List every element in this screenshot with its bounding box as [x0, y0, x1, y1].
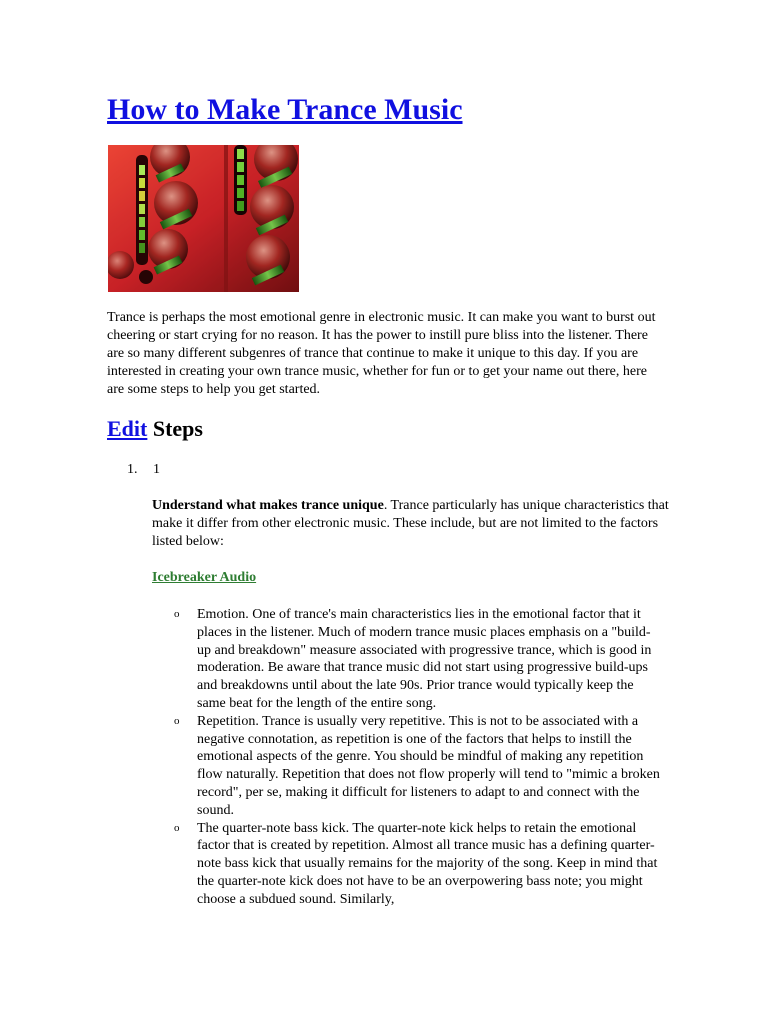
step-1-digit: 1 — [153, 462, 160, 477]
step-1-lead: Understand what makes trance unique — [152, 498, 384, 513]
bullet-icon: o — [174, 608, 180, 620]
trance-factors-list — [173, 606, 663, 909]
article-title-link[interactable]: How to Make Trance Music — [107, 93, 463, 126]
list-item — [173, 713, 663, 820]
mixer-illustration — [108, 145, 299, 292]
icebreaker-audio-link[interactable]: Icebreaker Audio — [152, 570, 257, 585]
step-1-number — [127, 461, 160, 479]
bullet-icon: o — [174, 821, 180, 834]
step-1-list-marker: 1. — [127, 462, 138, 477]
steps-heading-label: Steps — [152, 416, 203, 441]
step-1-text — [152, 497, 672, 551]
list-item — [173, 606, 663, 713]
factor-repetition: Repetition. Trance is usually very repetitive. This is not to be associated with a negative connotation, as repetition is one of the factors that helps to instill the emotional aspects of the genre. You should be mindful of making any repetition flow naturally. Repetition that does not flow properly will tend to "mimic a broken record", per se, making it difficult for listeners to adapt to and connect with the sound. — [197, 713, 660, 818]
factor-bass-kick: The quarter-note bass kick. The quarter-note kick helps to retain the emotional factor that is created by repetition. Almost all trance music has a defining quarter-note bass kick that usually remains for the majority of the song. Keep in mind that the quarter-note kick does not have to be an overpowering bass note; you might choose a subdued sound. Similarly, — [197, 820, 658, 907]
intro-paragraph: Trance is perhaps the most emotional genre in electronic music. It can make you want to burst out cheering or start crying for no reason. It has the power to instill pure bliss into the listener. There are so many different subgenres of trance that continue to make it unique to this day. If you are interested in creating your own trance music, whether for fun or to get your name out there, here are some steps to help you get started. — [107, 310, 656, 397]
list-item — [173, 820, 663, 909]
steps-heading — [107, 413, 203, 445]
bullet-icon: o — [174, 714, 180, 727]
article-title — [107, 90, 463, 130]
edit-steps-link[interactable]: Edit — [107, 416, 148, 441]
mixer-photo — [108, 145, 299, 292]
factor-emotion: Emotion. One of trance's main characteristics lies in the emotional factor that it places in the listener. Much of modern trance music places emphasis on a "build-up and breakdown" measure associated with progressive trance, which is good in moderation. Be aware that trance music did not start using progressive build-ups and breakdowns until about the late 90s. Prior trance would typically keep the same beat for the length of the entire song. — [197, 607, 652, 711]
step-1-body: . Trance particularly has unique characteristics that make it differ from other electronic music. These include, but are not limited to the factors listed below: — [152, 498, 669, 549]
